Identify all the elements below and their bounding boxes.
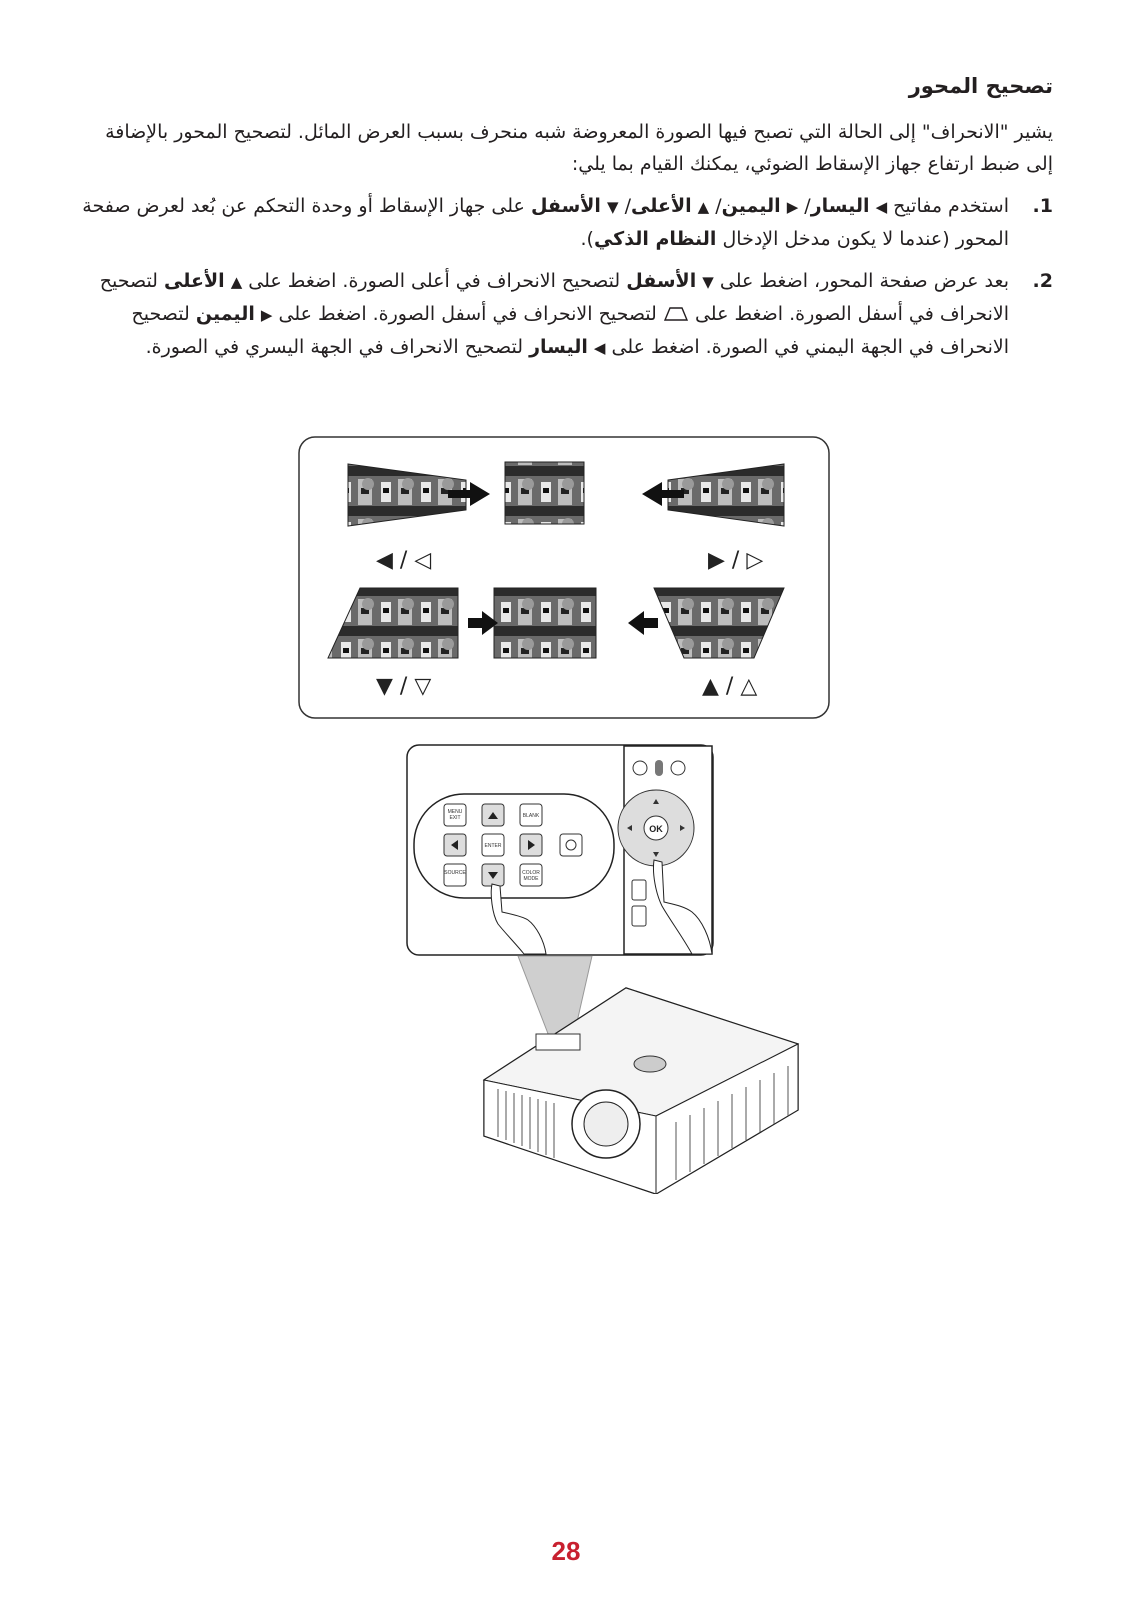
step-text-part: استخدم مفاتيح	[893, 195, 1009, 217]
up-keystone-symbol: ▲ / △	[702, 674, 758, 699]
down-keystone-symbol: ▼ / ▽	[376, 674, 432, 699]
key-right: اليمين	[721, 195, 781, 217]
up-arrow-icon: ▲	[230, 273, 243, 291]
keystone-corrected-image	[505, 462, 584, 524]
section-heading: تصحيح المحور	[908, 74, 1053, 98]
key-down: الأسفل	[626, 270, 697, 292]
key-up: الأعلى	[164, 270, 225, 292]
step-number: 1.	[1032, 195, 1053, 217]
trapezoid-outline-icon	[663, 306, 689, 322]
key-no-signal: النظام الذكي	[593, 228, 717, 250]
menu-label: MENU	[447, 809, 463, 815]
step-text: استخدم مفاتيح ◀ اليسار/ ▶ اليمين/ ▲ الأعلى/ ▼ الأسفل على جهاز الإسقاط أو وحدة التحكم عن بُعد لعرض صفحة المحور (عندما لا يكون مدخل الإدخال النظام الذكي).	[82, 195, 1009, 250]
step-text-part: على جهاز الإسقاط أو وحدة التحكم عن بُعد لعرض صفحة المحور (عندما لا يكون مدخل الإدخال	[82, 195, 1009, 250]
left-keystone-symbol: ◀ / ◁	[376, 548, 432, 573]
projector-illustration	[406, 744, 818, 1194]
key-down: الأسفل	[530, 195, 601, 217]
key-left: اليسار	[529, 336, 588, 358]
mode-label: MODE	[523, 876, 539, 882]
step-text-part: لتصحيح الانحراف في أسفل الصورة. اضغط على	[278, 303, 657, 325]
color-label: COLOR	[522, 870, 540, 876]
right-arrow-icon: ▶	[260, 306, 273, 324]
down-arrow-icon: ▼	[702, 273, 714, 291]
step-text-part: لتصحيح الانحراف في أعلى الصورة. اضغط على	[248, 270, 621, 292]
key-left: اليسار	[810, 195, 870, 217]
enter-label: ENTER	[484, 843, 502, 849]
right-arrow-icon: ▶	[786, 198, 799, 216]
keystone-illustration	[298, 436, 830, 719]
projector-body	[484, 988, 798, 1194]
down-arrow-icon: ▼	[606, 198, 619, 216]
page-number: 28	[551, 1536, 581, 1566]
exit-label: EXIT	[449, 815, 461, 821]
right-keystone-symbol: ▶ / ▷	[708, 548, 764, 573]
step-text-part: لتصحيح الانحراف في أسفل الصورة. اضغط على	[99, 270, 1009, 325]
intro-paragraph: يشير "الانحراف" إلى الحالة التي تصبح فيها الصورة المعروضة شبه منحرف بسبب العرض المائل. لتصحيح المحور بالإضافة إلى ضبط ارتفاع جهاز الإسقاط الضوئي، يمكنك القيام بما يلي:	[105, 121, 1053, 175]
step-number: 2.	[1032, 270, 1053, 292]
key-right: اليمين	[195, 303, 255, 325]
step-text	[63, 265, 1013, 364]
up-arrow-icon: ▲	[697, 198, 710, 216]
left-arrow-icon: ◀	[875, 198, 888, 216]
step-1	[63, 190, 1053, 255]
ok-label: OK	[649, 824, 663, 834]
step-text-part: لتصحيح الانحراف في الجهة اليسري في الصورة.	[145, 336, 524, 358]
keystone-bottom-corrected-image	[494, 588, 596, 658]
left-arrow-icon: ◀	[593, 339, 606, 357]
step-2	[63, 265, 1053, 364]
source-label: SOURCE	[444, 870, 466, 876]
step-text-part: لتصحيح الانحراف في الجهة اليمني في الصورة. اضغط على	[131, 303, 1009, 358]
step-text-part: بعد عرض صفحة المحور، اضغط على	[719, 270, 1009, 292]
key-up: الأعلى	[630, 195, 692, 217]
projector-drawing	[406, 744, 818, 1194]
blank-label: BLANK	[522, 813, 540, 819]
step-text-part: ).	[580, 228, 594, 250]
